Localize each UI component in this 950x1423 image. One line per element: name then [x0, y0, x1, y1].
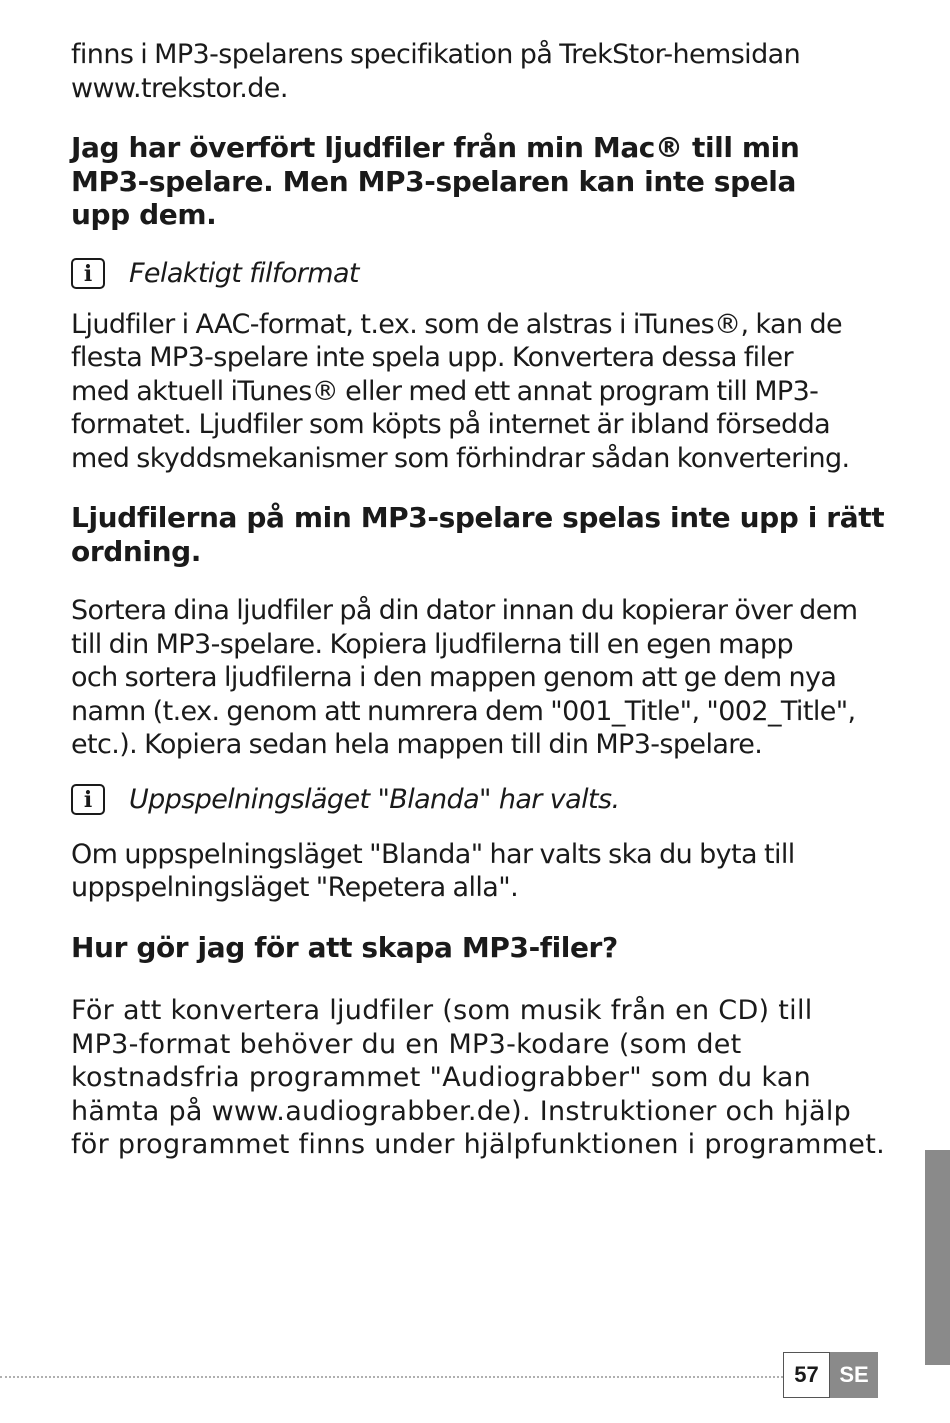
heading-line: MP3-spelare. Men MP3-spelaren kan inte spela — [71, 164, 797, 198]
text-line: med skyddsmekanismer som förhindrar sådan konvertering. — [71, 442, 850, 474]
text-line: finns i MP3-spelarens specifikation på TrekStor-hemsidan — [71, 39, 801, 70]
info-note-text: Felaktigt filformat — [129, 258, 359, 289]
heading-line: upp dem. — [71, 198, 217, 231]
answer-paragraph-format — [71, 308, 886, 476]
text-line: kostnadsfria programmet "Audiograbber" som du kan — [71, 1062, 812, 1093]
text-line: namn (t.ex. genom att numrera dem "001_Title", "002_Title", — [71, 695, 856, 727]
question-heading-create-mp3 — [71, 931, 886, 965]
text-line: Sortera dina ljudfiler på din dator innan du kopierar över dem — [71, 595, 858, 626]
info-icon: i — [71, 258, 105, 289]
text-line: flesta MP3-spelare inte spela upp. Konvertera dessa filer — [71, 342, 793, 373]
text-line: uppspelningsläget "Repetera alla". — [71, 872, 519, 903]
heading-line: Jag har överfört ljudfiler från min Mac® till min — [71, 131, 800, 164]
info-note-format — [71, 254, 886, 294]
text-line: Ljudfiler i AAC-format, t.ex. som de alstras i iTunes®, kan de — [71, 308, 842, 340]
text-line: www.trekstor.de. — [71, 72, 288, 104]
language-badge: SE — [830, 1352, 878, 1398]
text-line: med aktuell iTunes® eller med ett annat program till MP3- — [71, 375, 819, 407]
page-content — [71, 38, 886, 1162]
text-line: för programmet finns under hjälpfunktionen i programmet. — [71, 1129, 885, 1160]
answer-paragraph-shuffle — [71, 838, 886, 905]
text-line: MP3-format behöver du en MP3-kodare (som det — [71, 1028, 742, 1060]
text-line: och sortera ljudfilerna i den mappen genom att ge dem nya — [71, 662, 837, 693]
info-note-text: Uppspelningsläget "Blanda" har valts. — [129, 784, 620, 815]
info-icon: i — [71, 784, 105, 815]
heading-line: Hur gör jag för att skapa MP3-filer? — [71, 930, 618, 964]
answer-paragraph-order — [71, 594, 886, 762]
page-number: 57 — [783, 1352, 830, 1398]
text-line: etc.). Kopiera sedan hela mappen till din MP3-spelare. — [71, 729, 763, 760]
text-line: hämta på www.audiograbber.de). Instruktioner och hjälp — [71, 1095, 852, 1127]
text-line: För att konvertera ljudfiler (som musik från en CD) till — [71, 995, 813, 1026]
text-line: formatet. Ljudfiler som köpts på internet är ibland försedda — [71, 409, 831, 440]
text-line: Om uppspelningsläget "Blanda" har valts ska du byta till — [71, 838, 795, 870]
info-note-shuffle — [71, 780, 886, 820]
question-heading-order — [71, 501, 886, 568]
side-thumb-tab — [925, 1150, 950, 1365]
heading-line: ordning. — [71, 534, 202, 568]
intro-tail-paragraph — [71, 38, 886, 105]
footer-dotted-rule — [0, 1376, 783, 1378]
answer-paragraph-create-mp3 — [71, 994, 886, 1162]
question-heading-mac — [71, 131, 886, 232]
heading-line: Ljudfilerna på min MP3-spelare spelas inte upp i rätt — [71, 501, 885, 534]
text-line: till din MP3-spelare. Kopiera ljudfilerna till en egen mapp — [71, 628, 794, 660]
